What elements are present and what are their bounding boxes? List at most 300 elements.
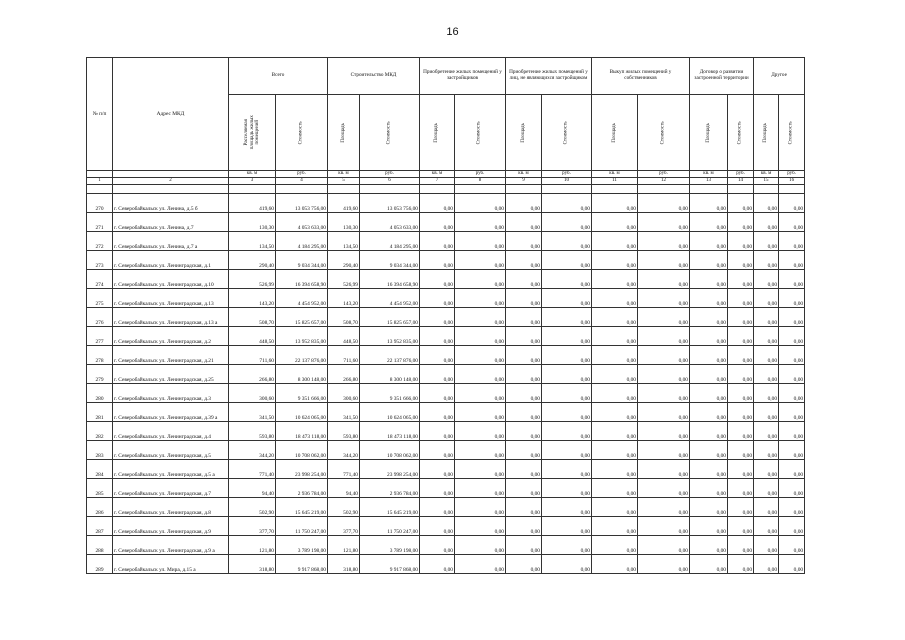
total-cost: 9 351 666,00 — [276, 384, 328, 403]
total-cost: 22 137 876,00 — [276, 346, 328, 365]
construction-area: 526,99 — [328, 270, 360, 289]
row-address: г. Северобайкальск ул. Ленинградская, д.9 — [113, 517, 229, 536]
zero-area: 0,00 — [754, 346, 779, 365]
row-address: г. Северобайкальск ул. Ленинградская, д.8 — [113, 498, 229, 517]
total-cost: 18 473 118,00 — [276, 422, 328, 441]
table-row — [87, 213, 805, 232]
zero-area: 0,00 — [592, 498, 638, 517]
header-sub-cost: Стоимость — [360, 95, 420, 171]
zero-cost: 0,00 — [455, 232, 506, 251]
construction-cost: 9 351 666,00 — [360, 384, 420, 403]
zero-cost: 0,00 — [455, 327, 506, 346]
zero-area: 0,00 — [506, 327, 542, 346]
header-sub-cost: Стоимость — [455, 95, 506, 171]
zero-area: 0,00 — [690, 194, 728, 213]
zero-cost: 0,00 — [638, 327, 690, 346]
resettlement-table — [86, 57, 805, 574]
zero-cost: 0,00 — [779, 498, 805, 517]
zero-area: 0,00 — [754, 536, 779, 555]
zero-cost: 0,00 — [455, 308, 506, 327]
header-sub-cost: Стоимость — [779, 95, 805, 171]
construction-area: 448,50 — [328, 327, 360, 346]
row-number: 277 — [87, 327, 113, 346]
row-number: 284 — [87, 460, 113, 479]
col-number: 6 — [360, 178, 420, 185]
total-cost: 16 394 658,90 — [276, 270, 328, 289]
table-body — [87, 194, 805, 574]
zero-area: 0,00 — [592, 479, 638, 498]
zero-area: 0,00 — [592, 517, 638, 536]
total-cost: 10 708 062,00 — [276, 441, 328, 460]
table-row — [87, 460, 805, 479]
total-cost: 9 034 344,00 — [276, 251, 328, 270]
zero-cost: 0,00 — [779, 251, 805, 270]
zero-area: 0,00 — [506, 213, 542, 232]
zero-cost: 0,00 — [638, 384, 690, 403]
header-group-buyout: Выкуп жилых помещений у собственников — [592, 58, 690, 95]
zero-area: 0,00 — [506, 555, 542, 574]
zero-area: 0,00 — [420, 517, 455, 536]
row-number: 270 — [87, 194, 113, 213]
header-sub-area: Площадь — [420, 95, 455, 171]
column-numbers-row — [87, 178, 805, 185]
table-row — [87, 251, 805, 270]
zero-cost: 0,00 — [779, 270, 805, 289]
row-number: 275 — [87, 289, 113, 308]
table-row — [87, 308, 805, 327]
zero-cost: 0,00 — [455, 251, 506, 270]
total-area: 448,50 — [229, 327, 276, 346]
total-area: 711,60 — [229, 346, 276, 365]
zero-cost: 0,00 — [728, 365, 754, 384]
header-sub-area: Площадь — [592, 95, 638, 171]
zero-cost: 0,00 — [728, 232, 754, 251]
zero-area: 0,00 — [506, 194, 542, 213]
col-number: 10 — [542, 178, 592, 185]
zero-cost: 0,00 — [779, 403, 805, 422]
zero-cost: 0,00 — [455, 346, 506, 365]
zero-cost: 0,00 — [638, 194, 690, 213]
row-address: г. Северобайкальск ул. Ленинградская, д.10 — [113, 270, 229, 289]
zero-area: 0,00 — [420, 194, 455, 213]
construction-cost: 9 034 344,00 — [360, 251, 420, 270]
row-address: г. Северобайкальск ул. Ленинградская, д.13 — [113, 289, 229, 308]
row-address: г. Северобайкальск ул. Ленинградская, д.21 — [113, 346, 229, 365]
zero-cost: 0,00 — [638, 251, 690, 270]
unit-cell: кв. м — [690, 171, 728, 178]
construction-cost: 23 998 254,00 — [360, 460, 420, 479]
zero-area: 0,00 — [506, 232, 542, 251]
zero-cost: 0,00 — [638, 422, 690, 441]
zero-area: 0,00 — [506, 517, 542, 536]
zero-cost: 0,00 — [728, 403, 754, 422]
zero-cost: 0,00 — [638, 403, 690, 422]
zero-cost: 0,00 — [779, 365, 805, 384]
row-number: 285 — [87, 479, 113, 498]
construction-cost: 9 917 868,00 — [360, 555, 420, 574]
total-area: 300,60 — [229, 384, 276, 403]
table-row — [87, 441, 805, 460]
row-number: 286 — [87, 498, 113, 517]
zero-area: 0,00 — [592, 232, 638, 251]
zero-cost: 0,00 — [455, 460, 506, 479]
zero-cost: 0,00 — [542, 289, 592, 308]
row-address: г. Северобайкальск ул. Ленинградская, д.7 — [113, 479, 229, 498]
col-number: 9 — [506, 178, 542, 185]
total-area: 121,80 — [229, 536, 276, 555]
construction-area: 290,40 — [328, 251, 360, 270]
row-address: г. Северобайкальск ул. Ленинградская, д.3 — [113, 384, 229, 403]
table-row — [87, 270, 805, 289]
total-cost: 9 917 868,00 — [276, 555, 328, 574]
construction-cost: 18 473 118,00 — [360, 422, 420, 441]
header-col-address: Адрес МКД — [113, 58, 229, 171]
construction-area: 344,20 — [328, 441, 360, 460]
construction-area: 508,70 — [328, 308, 360, 327]
zero-cost: 0,00 — [779, 194, 805, 213]
total-cost: 13 053 756,00 — [276, 194, 328, 213]
total-area: 134,50 — [229, 232, 276, 251]
zero-cost: 0,00 — [542, 536, 592, 555]
col-number: 11 — [592, 178, 638, 185]
total-cost: 10 624 065,00 — [276, 403, 328, 422]
construction-area: 419,60 — [328, 194, 360, 213]
construction-cost: 8 300 148,00 — [360, 365, 420, 384]
zero-cost: 0,00 — [542, 460, 592, 479]
total-area: 290,40 — [229, 251, 276, 270]
zero-area: 0,00 — [420, 213, 455, 232]
construction-cost: 22 137 876,00 — [360, 346, 420, 365]
zero-area: 0,00 — [592, 308, 638, 327]
table-row — [87, 232, 805, 251]
construction-area: 711,60 — [328, 346, 360, 365]
zero-cost: 0,00 — [779, 289, 805, 308]
row-number: 272 — [87, 232, 113, 251]
zero-area: 0,00 — [690, 441, 728, 460]
zero-area: 0,00 — [420, 251, 455, 270]
total-cost: 4 053 633,00 — [276, 213, 328, 232]
zero-area: 0,00 — [754, 422, 779, 441]
row-address: г. Северобайкальск ул. Ленинградская, д.13 а — [113, 308, 229, 327]
construction-cost: 16 394 658,90 — [360, 270, 420, 289]
zero-area: 0,00 — [754, 555, 779, 574]
zero-area: 0,00 — [420, 327, 455, 346]
construction-area: 377,70 — [328, 517, 360, 536]
zero-cost: 0,00 — [728, 384, 754, 403]
zero-area: 0,00 — [754, 308, 779, 327]
zero-area: 0,00 — [754, 403, 779, 422]
zero-cost: 0,00 — [542, 517, 592, 536]
construction-area: 94,40 — [328, 479, 360, 498]
zero-cost: 0,00 — [779, 308, 805, 327]
zero-area: 0,00 — [420, 498, 455, 517]
zero-area: 0,00 — [420, 422, 455, 441]
construction-area: 593,80 — [328, 422, 360, 441]
table-row — [87, 517, 805, 536]
row-number: 278 — [87, 346, 113, 365]
zero-area: 0,00 — [420, 346, 455, 365]
zero-cost: 0,00 — [638, 517, 690, 536]
zero-cost: 0,00 — [728, 289, 754, 308]
zero-area: 0,00 — [690, 270, 728, 289]
zero-area: 0,00 — [690, 213, 728, 232]
zero-area: 0,00 — [420, 441, 455, 460]
zero-cost: 0,00 — [779, 422, 805, 441]
zero-area: 0,00 — [506, 289, 542, 308]
zero-area: 0,00 — [420, 479, 455, 498]
unit-cell: руб. — [779, 171, 805, 178]
construction-cost: 10 624 065,00 — [360, 403, 420, 422]
zero-cost: 0,00 — [542, 213, 592, 232]
zero-cost: 0,00 — [638, 441, 690, 460]
col-number: 4 — [276, 178, 328, 185]
zero-area: 0,00 — [506, 422, 542, 441]
zero-cost: 0,00 — [455, 555, 506, 574]
zero-cost: 0,00 — [638, 232, 690, 251]
total-cost: 8 300 148,00 — [276, 365, 328, 384]
total-area: 508,70 — [229, 308, 276, 327]
zero-cost: 0,00 — [728, 536, 754, 555]
zero-cost: 0,00 — [455, 270, 506, 289]
zero-area: 0,00 — [506, 498, 542, 517]
zero-area: 0,00 — [690, 479, 728, 498]
zero-cost: 0,00 — [728, 555, 754, 574]
construction-cost: 13 053 756,00 — [360, 194, 420, 213]
row-number: 289 — [87, 555, 113, 574]
zero-cost: 0,00 — [779, 232, 805, 251]
zero-cost: 0,00 — [728, 346, 754, 365]
header-group-non-developer: Приобретение жилых помещений у лиц, не являющихся застройщиком — [506, 58, 592, 95]
zero-cost: 0,00 — [638, 346, 690, 365]
zero-cost: 0,00 — [455, 498, 506, 517]
zero-area: 0,00 — [592, 384, 638, 403]
total-cost: 13 952 835,00 — [276, 327, 328, 346]
zero-cost: 0,00 — [542, 232, 592, 251]
zero-area: 0,00 — [420, 232, 455, 251]
zero-cost: 0,00 — [779, 384, 805, 403]
col-number: 16 — [779, 178, 805, 185]
row-address: г. Северобайкальск ул. Ленинградская, д.1 — [113, 251, 229, 270]
unit-cell: кв. м — [506, 171, 542, 178]
zero-area: 0,00 — [690, 232, 728, 251]
zero-area: 0,00 — [754, 327, 779, 346]
col-number: 14 — [728, 178, 754, 185]
row-address: г. Северобайкальск ул. Ленинградская, д.25 — [113, 365, 229, 384]
zero-area: 0,00 — [690, 365, 728, 384]
row-number: 287 — [87, 517, 113, 536]
total-cost: 23 998 254,00 — [276, 460, 328, 479]
zero-cost: 0,00 — [542, 441, 592, 460]
total-area: 318,80 — [229, 555, 276, 574]
header-group-other: Другое — [754, 58, 805, 95]
zero-area: 0,00 — [592, 555, 638, 574]
header-group-construction: Строительство МКД — [328, 58, 420, 95]
zero-area: 0,00 — [506, 536, 542, 555]
zero-cost: 0,00 — [542, 555, 592, 574]
construction-area: 300,60 — [328, 384, 360, 403]
table-row — [87, 403, 805, 422]
zero-cost: 0,00 — [728, 194, 754, 213]
row-number: 282 — [87, 422, 113, 441]
construction-cost: 3 789 198,00 — [360, 536, 420, 555]
total-area: 771,40 — [229, 460, 276, 479]
table-header — [87, 58, 805, 194]
zero-area: 0,00 — [592, 403, 638, 422]
zero-area: 0,00 — [592, 194, 638, 213]
total-cost: 2 936 784,00 — [276, 479, 328, 498]
zero-area: 0,00 — [754, 517, 779, 536]
construction-area: 318,80 — [328, 555, 360, 574]
row-address: г. Северобайкальск ул. Ленина, д.7 а — [113, 232, 229, 251]
construction-area: 502,90 — [328, 498, 360, 517]
zero-cost: 0,00 — [542, 384, 592, 403]
zero-cost: 0,00 — [542, 346, 592, 365]
zero-area: 0,00 — [592, 289, 638, 308]
row-address: г. Северобайкальск ул. Ленинградская, д.5 а — [113, 460, 229, 479]
zero-cost: 0,00 — [455, 441, 506, 460]
header-sub-cost: Стоимость — [542, 95, 592, 171]
zero-cost: 0,00 — [779, 327, 805, 346]
unit-cell: кв. м — [229, 171, 276, 178]
construction-cost: 13 952 835,00 — [360, 327, 420, 346]
zero-area: 0,00 — [420, 460, 455, 479]
col-number: 8 — [455, 178, 506, 185]
total-cost: 4 454 952,00 — [276, 289, 328, 308]
zero-cost: 0,00 — [542, 194, 592, 213]
zero-area: 0,00 — [506, 479, 542, 498]
table-row — [87, 327, 805, 346]
total-area: 377,70 — [229, 517, 276, 536]
zero-area: 0,00 — [690, 308, 728, 327]
spacer-row — [87, 185, 805, 194]
zero-area: 0,00 — [592, 327, 638, 346]
row-address: г. Северобайкальск ул. Ленинградская, д.39 а — [113, 403, 229, 422]
zero-area: 0,00 — [420, 308, 455, 327]
table-row — [87, 194, 805, 213]
zero-area: 0,00 — [754, 213, 779, 232]
zero-area: 0,00 — [754, 289, 779, 308]
row-number: 280 — [87, 384, 113, 403]
zero-cost: 0,00 — [779, 479, 805, 498]
zero-cost: 0,00 — [455, 517, 506, 536]
row-number: 281 — [87, 403, 113, 422]
row-address: г. Северобайкальск ул. Ленинградская, д.5 — [113, 441, 229, 460]
total-cost: 15 645 219,00 — [276, 498, 328, 517]
construction-area: 341,50 — [328, 403, 360, 422]
construction-cost: 4 053 633,00 — [360, 213, 420, 232]
unit-cell: руб. — [455, 171, 506, 178]
zero-cost: 0,00 — [455, 422, 506, 441]
zero-area: 0,00 — [420, 384, 455, 403]
total-area: 130,30 — [229, 213, 276, 232]
zero-cost: 0,00 — [728, 308, 754, 327]
construction-cost: 10 708 062,00 — [360, 441, 420, 460]
zero-cost: 0,00 — [455, 403, 506, 422]
zero-area: 0,00 — [690, 555, 728, 574]
zero-area: 0,00 — [754, 460, 779, 479]
zero-area: 0,00 — [420, 555, 455, 574]
table-row — [87, 384, 805, 403]
total-cost: 3 789 198,00 — [276, 536, 328, 555]
zero-cost: 0,00 — [779, 555, 805, 574]
zero-area: 0,00 — [754, 441, 779, 460]
table-row — [87, 536, 805, 555]
zero-area: 0,00 — [690, 460, 728, 479]
zero-cost: 0,00 — [638, 308, 690, 327]
zero-cost: 0,00 — [638, 536, 690, 555]
col-number: 12 — [638, 178, 690, 185]
header-sub-area: Площадь — [328, 95, 360, 171]
zero-cost: 0,00 — [542, 327, 592, 346]
col-number: 2 — [113, 178, 229, 185]
row-number: 283 — [87, 441, 113, 460]
construction-area: 121,80 — [328, 536, 360, 555]
zero-area: 0,00 — [690, 384, 728, 403]
zero-cost: 0,00 — [728, 479, 754, 498]
zero-area: 0,00 — [690, 327, 728, 346]
zero-area: 0,00 — [506, 270, 542, 289]
total-area: 526,99 — [229, 270, 276, 289]
row-number: 273 — [87, 251, 113, 270]
construction-area: 134,50 — [328, 232, 360, 251]
header-group-total: Всего — [229, 58, 328, 95]
total-area: 593,80 — [229, 422, 276, 441]
zero-cost: 0,00 — [779, 536, 805, 555]
zero-area: 0,00 — [690, 498, 728, 517]
table-row — [87, 479, 805, 498]
row-address: г. Северобайкальск ул. Мира, д.15 а — [113, 555, 229, 574]
zero-cost: 0,00 — [542, 251, 592, 270]
zero-area: 0,00 — [592, 270, 638, 289]
zero-area: 0,00 — [420, 403, 455, 422]
zero-cost: 0,00 — [638, 270, 690, 289]
zero-area: 0,00 — [690, 289, 728, 308]
total-area: 266,80 — [229, 365, 276, 384]
table-row — [87, 289, 805, 308]
zero-cost: 0,00 — [455, 536, 506, 555]
zero-area: 0,00 — [420, 536, 455, 555]
row-number: 276 — [87, 308, 113, 327]
col-number: 7 — [420, 178, 455, 185]
row-address: г. Северобайкальск ул. Ленинградская, д.4 — [113, 422, 229, 441]
zero-area: 0,00 — [420, 365, 455, 384]
zero-area: 0,00 — [754, 365, 779, 384]
zero-area: 0,00 — [506, 460, 542, 479]
row-number: 271 — [87, 213, 113, 232]
zero-area: 0,00 — [754, 498, 779, 517]
row-address: г. Северобайкальск ул. Ленина, д.5 б — [113, 194, 229, 213]
zero-area: 0,00 — [754, 270, 779, 289]
row-address: г. Северобайкальск ул. Ленинградская, д.9 а — [113, 536, 229, 555]
zero-area: 0,00 — [506, 441, 542, 460]
zero-cost: 0,00 — [779, 460, 805, 479]
total-cost: 15 825 657,00 — [276, 308, 328, 327]
zero-cost: 0,00 — [779, 441, 805, 460]
zero-cost: 0,00 — [728, 460, 754, 479]
zero-cost: 0,00 — [455, 289, 506, 308]
row-address: г. Северобайкальск ул. Ленинградская, д.2 — [113, 327, 229, 346]
header-group-developer: Приобретение жилых помещений у застройщиков — [420, 58, 506, 95]
zero-cost: 0,00 — [455, 384, 506, 403]
zero-area: 0,00 — [754, 232, 779, 251]
total-cost: 11 750 247,00 — [276, 517, 328, 536]
total-area: 341,50 — [229, 403, 276, 422]
total-area: 419,60 — [229, 194, 276, 213]
zero-cost: 0,00 — [455, 365, 506, 384]
zero-area: 0,00 — [592, 251, 638, 270]
zero-cost: 0,00 — [728, 270, 754, 289]
construction-area: 130,30 — [328, 213, 360, 232]
